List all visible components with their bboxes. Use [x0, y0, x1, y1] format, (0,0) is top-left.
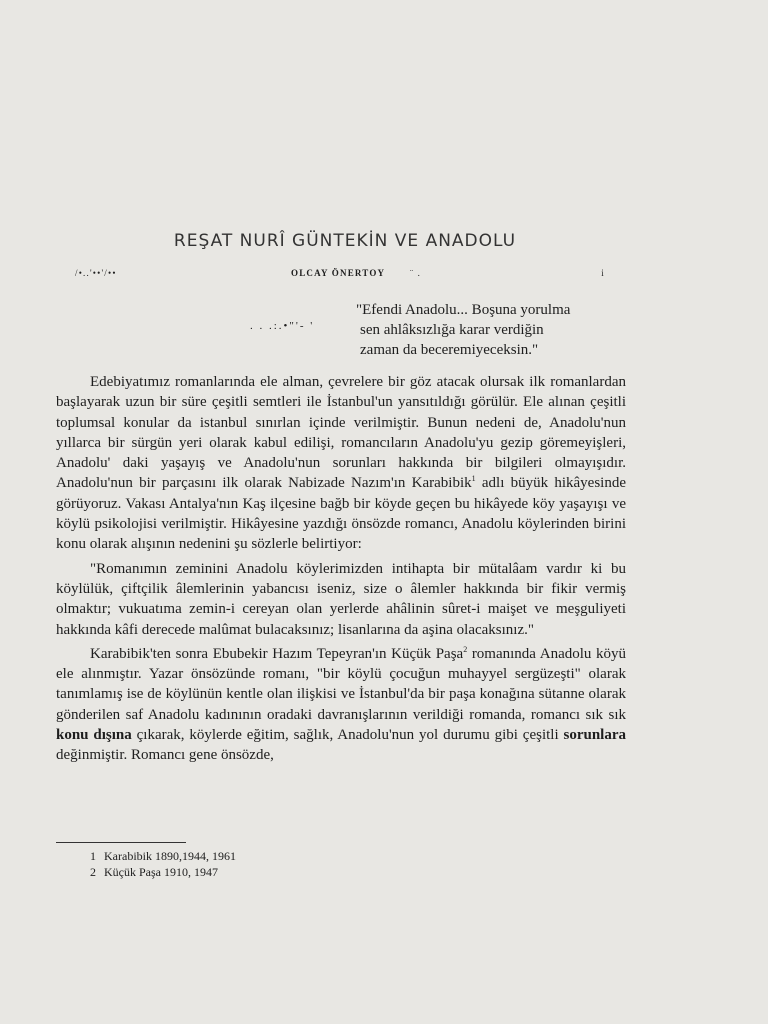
body-text [56, 372, 626, 766]
author-name: OLCAY ÖNERTOY [291, 268, 386, 278]
paragraph-3 [56, 644, 626, 766]
footnotes [90, 848, 244, 880]
paragraph-3-text-a: Karabibik'ten sonra Ebubekir Hazım Tepeyran'ın Küçük Paşa [90, 645, 464, 662]
epigraph-line: "Efendi Anadolu... Boşuna yorulma [356, 302, 571, 318]
footnote-ref-1: 1 [471, 474, 476, 484]
epigraph [356, 300, 640, 360]
bold-phrase: konu dışına [56, 727, 132, 744]
article-title: REŞAT NURÎ GÜNTEKİN VE ANADOLU [173, 231, 517, 252]
footnote-text: Küçük Paşa 1910, 1947 [104, 865, 218, 879]
footnote-number: 2 [90, 865, 96, 879]
paragraph-1-text-a: Edebiyatımız romanlarında ele alman, çevrelere bir göz atacak olursak ilk romanlardan başlayarak uzun bir süre çeşitli semtleri ile İstanbul'un yansıtıldığı görülür. Ele alınan çeşitli toplumsal konular da istanbul sınırlan içinde verilmiştir. Bunun nedeni de, Anadolu'nun yıllarca bir sürgün yeri olarak kabul edilişi, romancıların Anadolu'yu gezip göremeyişleri, Anadolu' daki yaşayış ve Anadolu'nun sorunları hakkında bir bilgileri olmayışıdır. Anadolu'nun bir parçasını ilk olarak Nabizade Nazım'ın Karabibik [56, 374, 626, 492]
paragraph-3-text-b: romanında Anadolu köyü ele alınmıştır. Yazar önsözünde romanı, "bir köylü çocuğun muhayyel sergüzeşti" olarak tanımlamış ise de köylünün kentle olan ilişkisi ve İstanbul'da bir paşa konağına sütanne olarak gönderilen saf Anadolu kadınının oradaki davranışlarının verildiği romanda, romancı sık sık [56, 645, 626, 723]
epigraph-marks: . . .:.•"'- ' [250, 320, 315, 332]
footnote-ref-2: 2 [463, 644, 468, 654]
quote-paragraph: "Romanımın zeminini Anadolu köylerimizden intihapta bir mütalâam vardır ki bu köylülük, çiftçilik âlemlerinin yabancısı iseniz, size o âlemler hakkında bir fikir vermiş olmaktır; vukuatıma zemin-i cereyan olan yerlerde ahâlinin sûret-i maişet ve meşguliyeti hakkında kâfi derecede malûmat bulacaksınız; lisanlarına da aşina olacaksınız." [56, 560, 626, 638]
byline-left-marks: /•..'••'/•• [75, 268, 117, 278]
byline-middle-marks: ¨ . [410, 268, 422, 278]
epigraph-line: zaman da beceremiyeceksin." [360, 342, 539, 358]
paragraph-1 [56, 372, 626, 555]
paragraph-3-text-c: çıkarak, köylerde eğitim, sağlık, Anadolu'nun yol durumu gibi çeşitli [131, 727, 564, 744]
epigraph-line: sen ahlâksızlığa karar verdiğin [360, 322, 544, 338]
paragraph-1-text-b: adlı büyük hikâyesinde görüyoruz. Vakası Antalya'nın Kaş ilçesine bağb bir köyde geçen bu hikâyede köy yaşayışı ve köylü psikolojisi verilmiştir. Hikâyesine yazdığı önsözde romancı, Anadolu köylerinden birini konu olarak alışının nedenini şu sözlerle belirtiyor: [56, 475, 626, 553]
footnote-number: 1 [90, 849, 96, 863]
footnote-text: Karabibik 1890,1944, 1961 [104, 849, 236, 863]
paragraph-3-text-d: değinmiştir. Romancı gene önsözde, [56, 747, 274, 764]
byline-right-mark: i [601, 268, 605, 278]
bold-phrase: sorunlara [563, 727, 627, 744]
footnote-divider [56, 842, 186, 843]
footnote [90, 864, 244, 880]
footnote [90, 848, 244, 864]
